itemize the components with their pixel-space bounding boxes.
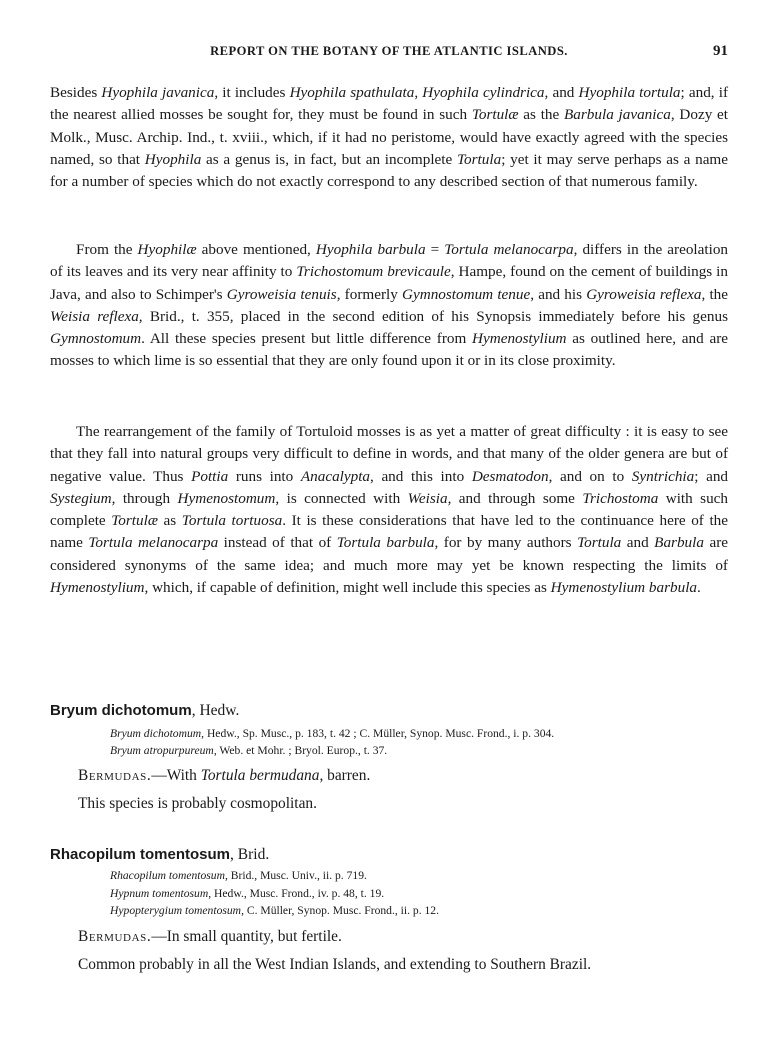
italic-term: Systegium: [50, 489, 112, 507]
italic-term: Tortulæ: [471, 106, 519, 124]
italic-term: Gyroweisia reflexa: [586, 285, 702, 303]
species-name: Bryum dichotomum: [50, 702, 192, 719]
locality-label: Bermudas.: [78, 767, 152, 784]
paragraph-hyophila-barbula: From the Hyophilæ above mentioned, Hyophila barbula = Tortula melanocarpa, differs in the areolation of its leaves and its very near affinity to Trichostomum brevicaule, Hampe, found on the cement of buildings in Java, and also to Schimper's Gyroweisia tenuis, formerly Gymnostomum tenue, and his Gyroweisia reflexa, the Weisia reflexa, Brid., t. 355, placed in the second edition of his Synopsis immediately before his genus Gymnostomum. All these species present but little difference from Hymenostylium as outlined here, and are mosses to which lime is so essential that they are only found upon it or in its close proximity.: [50, 241, 729, 370]
italic-term: Anacalypta: [300, 467, 371, 485]
italic-term: Hymenostylium: [50, 579, 145, 597]
italic-term: Trichostoma: [582, 489, 659, 507]
italic-term: Tortula melanocarpa: [88, 534, 219, 552]
italic-term: Tortula: [457, 150, 502, 168]
italic-term: Weisia: [407, 489, 448, 507]
species-heading: [50, 846, 730, 864]
italic-term: Weisia reflexa: [50, 307, 139, 325]
species-authority: , Brid.: [230, 846, 270, 863]
synonym-line: Rhacopilum tomentosum, Brid., Musc. Univ., ii. p. 719.: [110, 869, 367, 882]
italic-term: Tortula melanocarpa: [444, 241, 574, 258]
italic-term: Hyophila barbula: [315, 241, 426, 258]
species-note: Common probably in all the West Indian Islands, and extending to Southern Brazil.: [78, 956, 592, 973]
synonym-line: Bryum dichotomum, Hedw., Sp. Musc., p. 183, t. 42 ; C. Müller, Synop. Musc. Frond., i. p. 304.: [110, 727, 555, 740]
running-title: REPORT ON THE BOTANY OF THE ATLANTIC ISLANDS.: [210, 44, 568, 58]
locality-line: [78, 767, 738, 785]
italic-term: Pottia: [191, 467, 229, 485]
italic-term: Bryum dichotomum: [110, 727, 202, 740]
page-header: [50, 44, 728, 66]
locality-text: —With Tortula bermudana, barren.: [151, 767, 371, 784]
species-name: Rhacopilum tomentosum: [50, 846, 231, 863]
species-heading: [50, 702, 730, 720]
paragraph-tortuloid-mosses: The rearrangement of the family of Tortuloid mosses is as yet a matter of great difficulty : it is easy to see that they fall into natural groups very difficult to define in words, and that many of the older genera are but of negative value. Thus Pottia runs into Anacalypta, and this into Desmatodon, and on to Syntrichia; and Systegium, through Hymenostomum, is connected with Weisia, and through some Trichostoma with such complete Tortulæ as Tortula tortuosa. It is these considerations that have led to the continuance here of the name Tortula melanocarpa instead of that of Tortula barbula, for by many authors Tortula and Barbula are considered synonyms of the same idea; and much more may yet be known respecting the limits of Hymenostylium, which, if capable of definition, might well include this species as Hymenostylium barbula.: [50, 423, 729, 597]
italic-term: Hyophila spathulata: [289, 84, 415, 101]
italic-term: Hyophilæ: [137, 241, 197, 258]
italic-term: Tortula tortuosa: [181, 512, 283, 530]
italic-term: Hyophila tortula: [578, 84, 681, 101]
italic-term: Hymenostomum: [177, 489, 276, 507]
italic-term: Hymenostylium barbula: [550, 579, 698, 597]
italic-term: Trichostomum brevicaule: [296, 263, 451, 281]
italic-term: Barbula javanica: [564, 106, 671, 124]
species-authority: , Hedw.: [191, 702, 240, 719]
page-number: 91: [713, 43, 728, 59]
italic-term: Desmatodon: [471, 467, 549, 485]
italic-term: Tortula: [577, 534, 622, 552]
locality-line: [78, 928, 738, 946]
synonym-line: Hypopterygium tomentosum, C. Müller, Synop. Musc. Frond., ii. p. 12.: [110, 904, 439, 917]
synonym-line: Bryum atropurpureum, Web. et Mohr. ; Bryol. Europ., t. 37.: [110, 744, 388, 757]
italic-term: Syntrichia: [631, 467, 695, 485]
italic-term: Hyophila: [144, 150, 202, 168]
italic-term: Barbula: [654, 534, 704, 552]
locality-text: —In small quantity, but fertile.: [151, 928, 342, 945]
italic-term: Hyophila cylindrica: [422, 84, 545, 101]
paragraph-hyophila: Besides Hyophila javanica, it includes Hyophila spathulata, Hyophila cylindrica, and Hyophila tortula; and, if the nearest allied mosses be sought for, they must be found in such Tortulæ as the Barbula javanica, Dozy et Molk., Musc. Archip. Ind., t. xviii., which, if it had no peristome, would have exactly agreed with the species named, so that Hyophila as a genus is, in fact, but an incomplete Tortula; yet it may serve perhaps as a name for a number of species which do not exactly correspond to any described section of that numerous family.: [50, 84, 729, 191]
italic-term: Tortulæ: [111, 512, 158, 530]
italic-term: Tortula bermudana: [200, 767, 320, 784]
italic-term: Hyophila javanica: [101, 84, 215, 101]
italic-term: Rhacopilum tomentosum: [110, 869, 225, 882]
species-note: This species is probably cosmopolitan.: [78, 795, 317, 812]
locality-label: Bermudas.: [78, 928, 152, 945]
italic-term: Hypopterygium tomentosum: [110, 904, 242, 917]
italic-term: Hypnum tomentosum: [110, 887, 209, 900]
italic-term: Tortula barbula: [336, 534, 435, 552]
synonym-line: Hypnum tomentosum, Hedw., Musc. Frond., iv. p. 48, t. 19.: [110, 887, 385, 900]
italic-term: Gymnostomum: [50, 330, 142, 348]
italic-term: Hymenostylium: [472, 330, 567, 348]
italic-term: Bryum atropurpureum: [110, 744, 214, 757]
italic-term: Gymnostomum tenue: [402, 285, 531, 303]
italic-term: Gyroweisia tenuis: [226, 285, 337, 303]
